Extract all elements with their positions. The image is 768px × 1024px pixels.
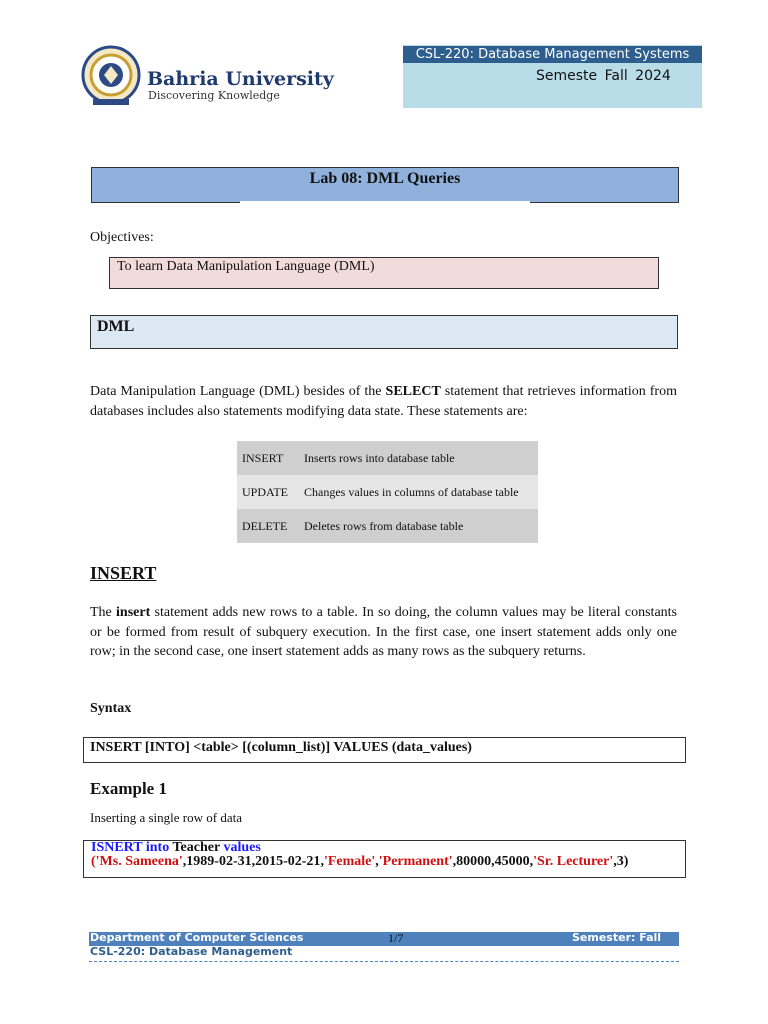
- university-name: Bahria University: [147, 68, 334, 90]
- footer-page-number: 1/7: [388, 931, 404, 945]
- code-comma: ,: [452, 854, 457, 869]
- lab-title: Lab 08: DML Queries: [309, 170, 461, 187]
- code-comma: ,: [613, 854, 617, 869]
- insert-heading: INSERT: [90, 563, 157, 583]
- table-row: [237, 509, 538, 543]
- code-keyword-insert: ISNERT into: [91, 840, 170, 855]
- code-value-name: 'Ms. Sameena': [95, 854, 183, 869]
- footer-department: Department of Computer Sciences: [90, 931, 304, 944]
- objective-text: To learn Data Manipulation Language (DML): [117, 259, 375, 274]
- example-caption: Inserting a single row of data: [90, 810, 242, 825]
- example-heading: Example 1: [90, 779, 167, 798]
- dml-statements-table: [237, 441, 538, 543]
- footer-semester: Semester: Fall: [572, 931, 662, 944]
- table-row: [237, 475, 538, 509]
- syntax-statement: INSERT [INTO] <table> [(column_list)] VALUES (data_values): [90, 740, 472, 755]
- code-comma: ,: [375, 854, 379, 869]
- code-value-designation: 'Sr. Lecturer': [533, 854, 614, 869]
- table-cell-description: Inserts rows into database table: [299, 441, 538, 475]
- dml-heading-box: [90, 315, 678, 349]
- code-paren: (: [91, 854, 96, 869]
- code-value-doj: 2015-02-21: [255, 854, 321, 869]
- table-cell-command: INSERT: [237, 441, 299, 475]
- code-comma: ,: [182, 854, 187, 869]
- code-value-dob: 1989-02-31: [186, 854, 252, 869]
- code-value-dept: 3: [616, 854, 624, 869]
- course-title: CSL-220: Database Management Systems: [403, 46, 702, 63]
- university-tagline: Discovering Knowledge: [148, 89, 280, 102]
- table-cell-command: UPDATE: [237, 475, 299, 509]
- table-cell-description: Changes values in columns of database table: [299, 475, 538, 509]
- code-comma: ,: [320, 854, 324, 869]
- objectives-label: Objectives:: [90, 230, 154, 245]
- intro-text-2: statement that retrieves information from databases includes also statements modifying data state. These statements are:: [90, 384, 677, 419]
- syntax-label: Syntax: [90, 701, 132, 716]
- footer-course: CSL-220: Database Management: [90, 945, 293, 958]
- bahria-university-seal-icon: [83, 47, 139, 105]
- code-keyword-values: values: [223, 840, 261, 855]
- semester-label: Semeste Fall 2024: [536, 68, 671, 84]
- insert-text-1: The: [90, 605, 117, 620]
- table-cell-command: DELETE: [237, 509, 299, 543]
- code-comma: ,: [251, 854, 256, 869]
- insert-text-2: statement adds new rows to a table. In so doing, the column values may be literal constants or be formed from result of subquery execution. In the first case, one insert statement adds only one row; in the second case, one insert statement adds as many rows as the subquery returns.: [90, 605, 677, 659]
- code-paren: ): [623, 854, 629, 869]
- code-line-2: [91, 854, 628, 870]
- insert-paragraph: [90, 603, 677, 662]
- footer-divider: [89, 961, 679, 962]
- table-row: [237, 441, 538, 475]
- title-underline-gap: [240, 201, 530, 204]
- dml-heading: DML: [97, 318, 135, 335]
- table-cell-description: Deletes rows from database table: [299, 509, 538, 543]
- code-comma: ,: [529, 854, 534, 869]
- code-value-allowance: 45000: [494, 854, 530, 869]
- intro-text-1: Data Manipulation Language (DML) besides of the: [90, 384, 386, 399]
- dml-intro-paragraph: [90, 382, 677, 421]
- code-value-status: 'Permanent': [378, 854, 453, 869]
- intro-select-keyword: SELECT: [385, 384, 441, 399]
- code-value-gender: 'Female': [323, 854, 376, 869]
- code-value-salary: 80000: [456, 854, 492, 869]
- code-table-name: Teacher: [169, 840, 224, 855]
- insert-keyword: insert: [116, 605, 151, 620]
- code-comma: ,: [491, 854, 495, 869]
